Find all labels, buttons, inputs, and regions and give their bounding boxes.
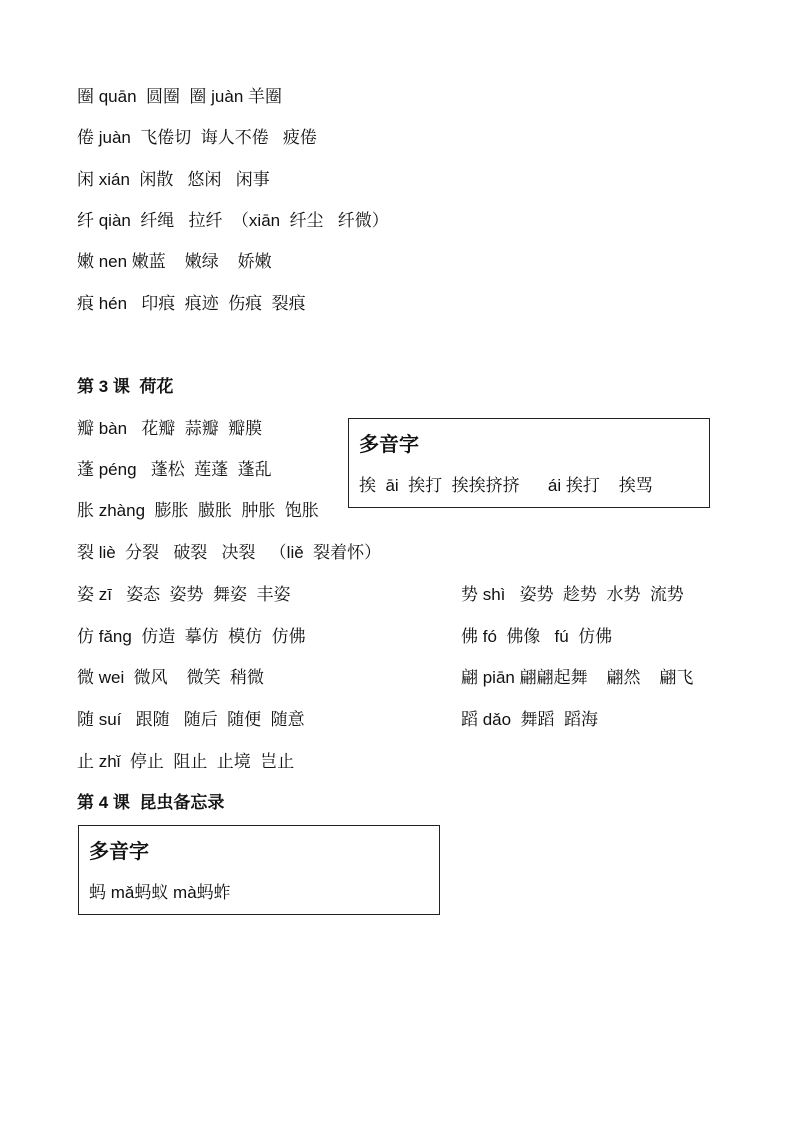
polyphone-box-title: 多音字	[89, 841, 149, 863]
polyphone-box	[348, 418, 710, 508]
vocab-line: 痕 hén 印痕 痕迹 伤痕 裂痕	[77, 294, 306, 313]
polyphone-box-title: 多音字	[359, 434, 419, 456]
vocab-line: 圈 quān 圆圈 圈 juàn 羊圈	[77, 87, 283, 106]
vocab-line: 蓬 péng 蓬松 莲蓬 蓬乱	[77, 460, 272, 479]
vocab-line: 随 suí 跟随 随后 随便 随意	[77, 710, 305, 729]
vocab-line: 仿 fǎng 仿造 摹仿 模仿 仿佛	[77, 627, 306, 646]
lesson-4-heading: 第 4 课 昆虫备忘录	[77, 793, 225, 812]
vocab-line: 止 zhǐ 停止 阻止 止境 岂止	[77, 752, 295, 771]
vocab-line: 裂 liè 分裂 破裂 决裂 （liě 裂着怀）	[77, 543, 382, 562]
vocab-line: 瓣 bàn 花瓣 蒜瓣 瓣膜	[77, 419, 263, 438]
lesson-3-heading: 第 3 课 荷花	[77, 377, 174, 396]
vocab-line-right: 翩 piān 翩翩起舞 翩然 翩飞	[461, 668, 694, 687]
vocab-line: 闲 xián 闲散 悠闲 闲事	[77, 170, 270, 189]
polyphone-box	[78, 825, 440, 915]
vocab-line: 姿 zī 姿态 姿势 舞姿 丰姿	[77, 585, 291, 604]
vocab-line: 微 wei 微风 微笑 稍微	[77, 668, 265, 687]
vocab-line: 纤 qiàn 纤绳 拉纤 （xiān 纤尘 纤微）	[77, 211, 389, 230]
polyphone-box-content: 蚂 mǎ蚂蚁 mà蚂蚱	[89, 883, 231, 902]
vocab-line: 嫩 nen 嫩蓝 嫩绿 娇嫩	[77, 252, 272, 271]
vocab-line: 胀 zhàng 膨胀 臌胀 肿胀 饱胀	[77, 501, 319, 520]
vocab-line-right: 蹈 dǎo 舞蹈 蹈海	[461, 710, 598, 729]
vocab-line: 倦 juàn 飞倦切 诲人不倦 疲倦	[77, 128, 317, 147]
polyphone-box-content: 挨 āi 挨打 挨挨挤挤 ái 挨打 挨骂	[359, 476, 653, 495]
vocab-line-right: 佛 fó 佛像 fú 仿佛	[461, 627, 613, 646]
vocab-line-right: 势 shì 姿势 趁势 水势 流势	[461, 585, 684, 604]
